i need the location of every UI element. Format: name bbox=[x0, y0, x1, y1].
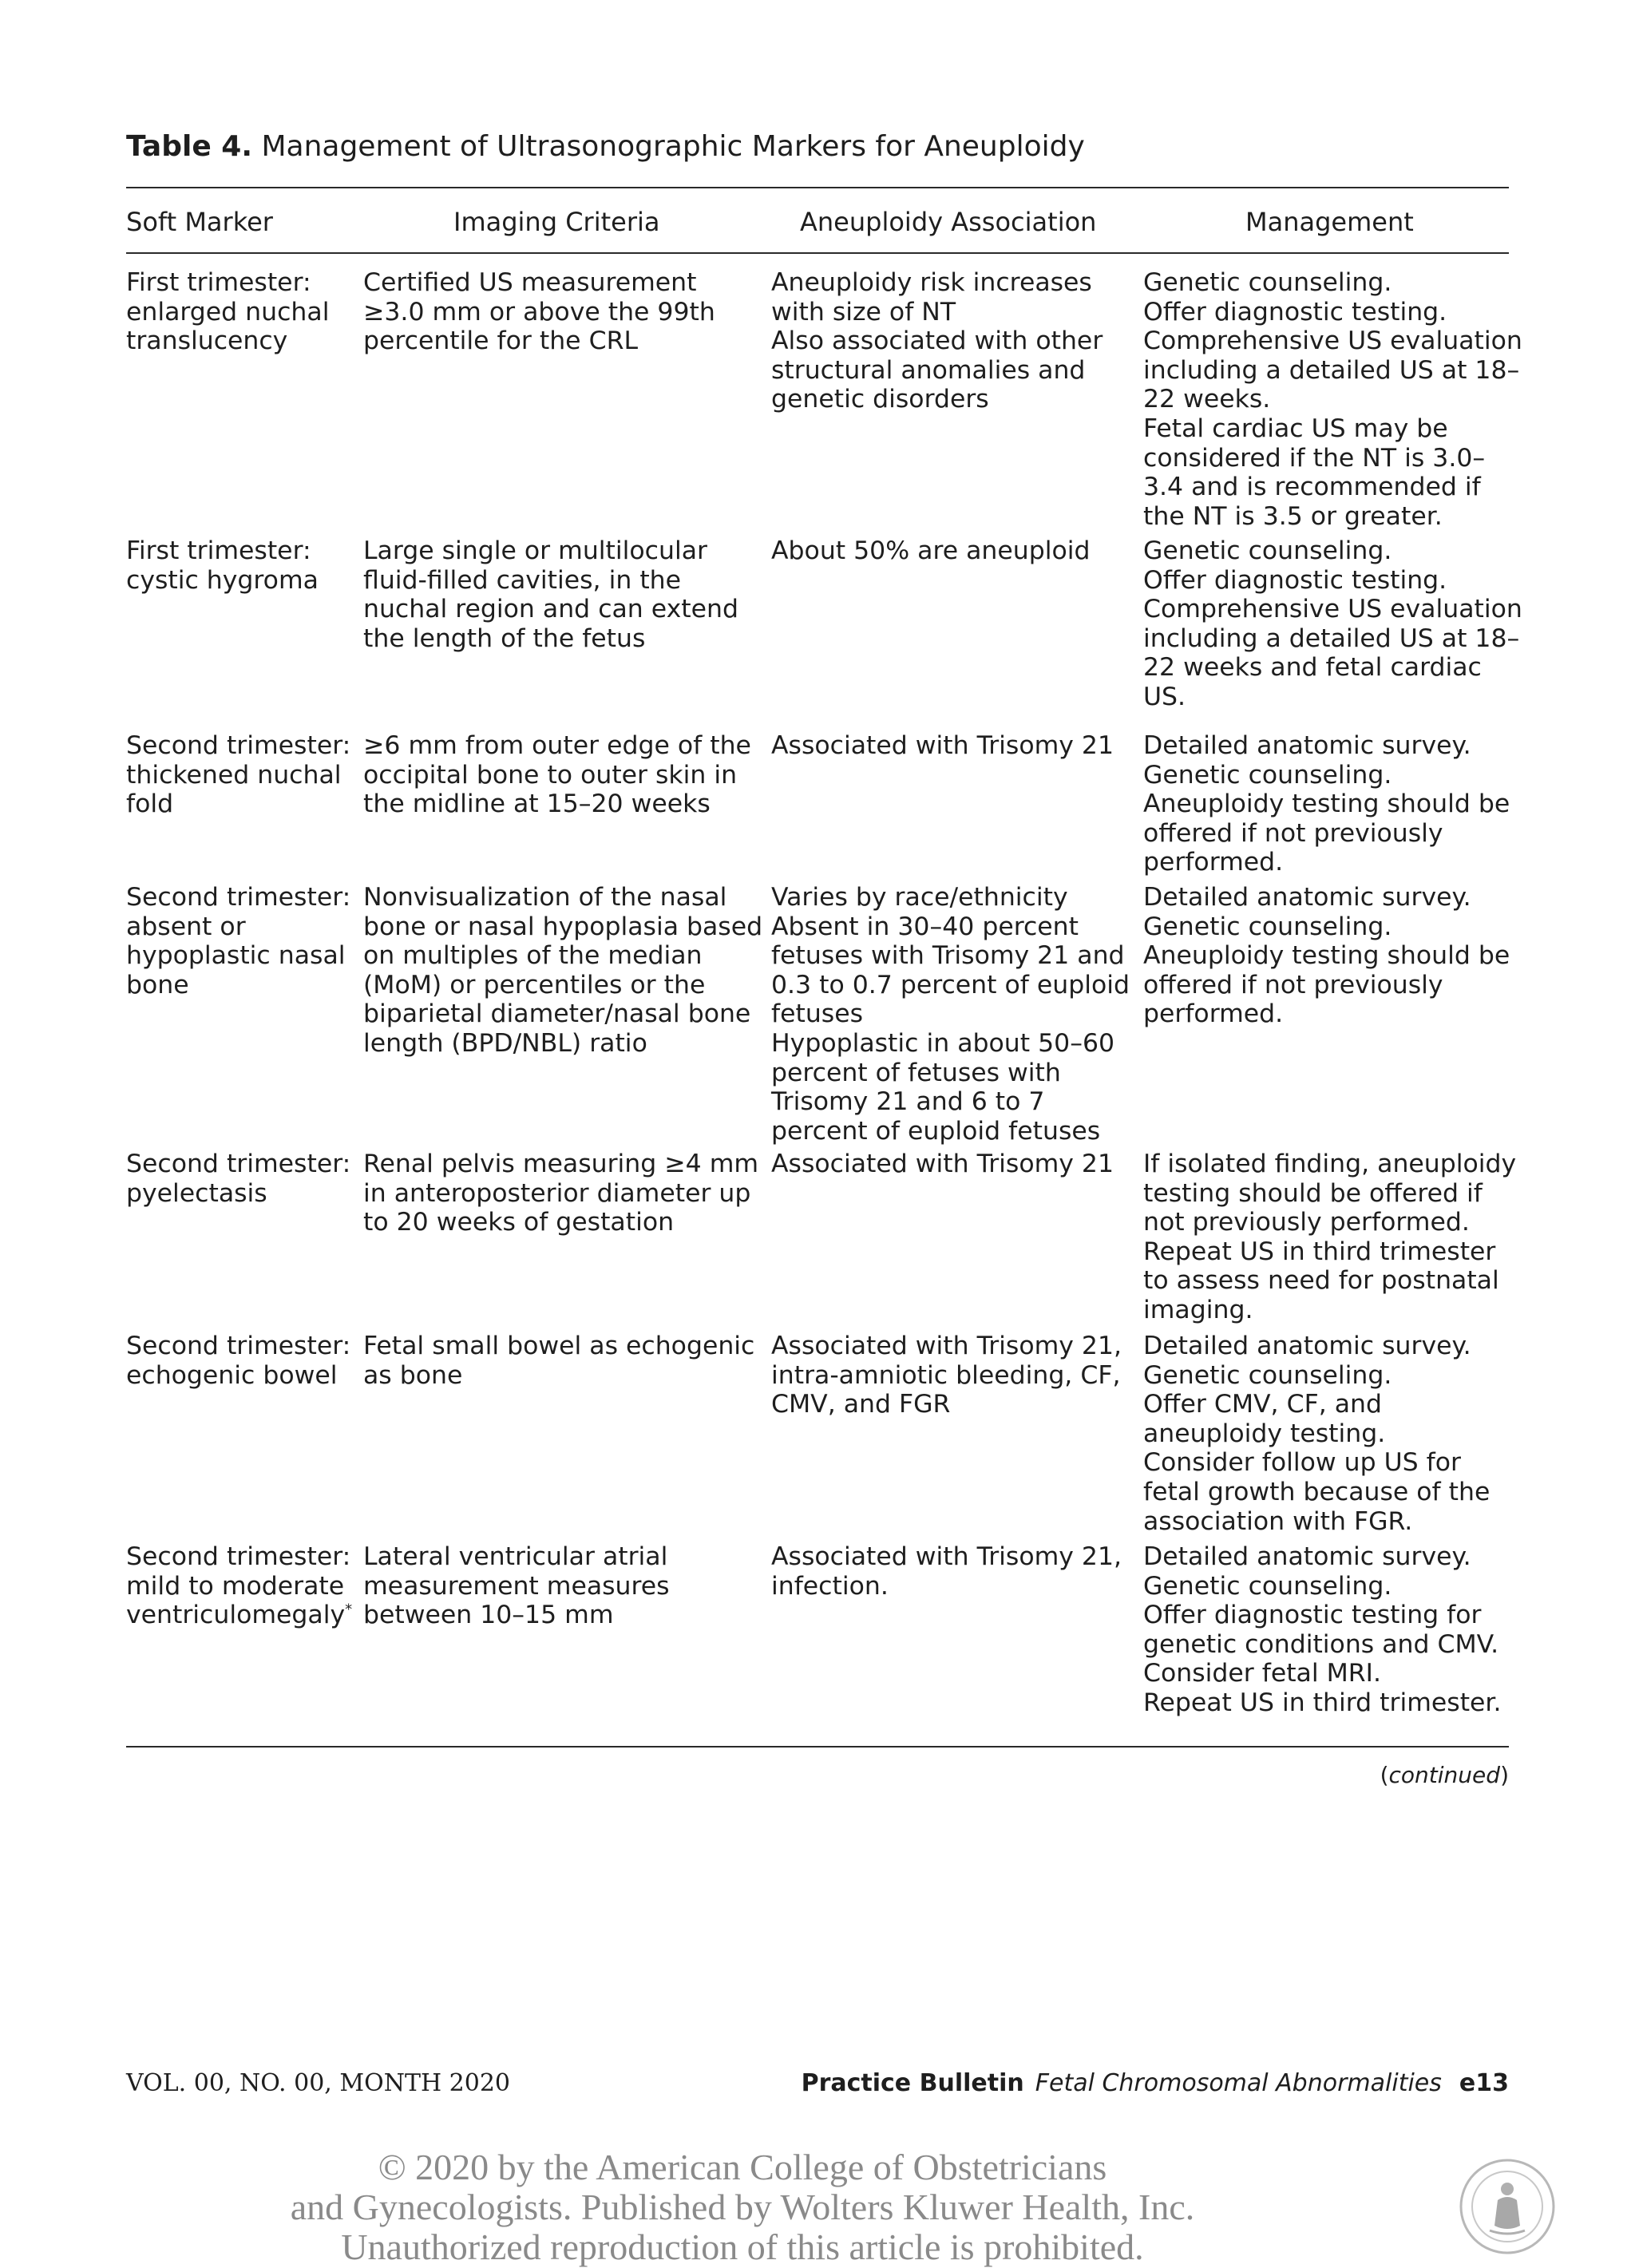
soft-marker-cell bbox=[126, 1542, 352, 1630]
cell-line: First trimester: bbox=[126, 536, 311, 565]
cell-line: Offer diagnostic testing. bbox=[1143, 297, 1447, 327]
cell-line: Genetic counseling. bbox=[1143, 760, 1392, 790]
cell-line: Detailed anatomic survey. bbox=[1143, 1542, 1471, 1571]
imaging-criteria-cell bbox=[363, 268, 715, 356]
soft-marker-cell bbox=[126, 1150, 350, 1208]
soft-marker-cell bbox=[126, 883, 350, 999]
cell-line: performed. bbox=[1143, 848, 1284, 877]
cell-line: Offer diagnostic testing. bbox=[1143, 565, 1447, 595]
cell-line: Hypoplastic in about 50–60 bbox=[771, 1028, 1115, 1058]
cell-line: cystic hygroma bbox=[126, 565, 319, 595]
cell-line: nuchal region and can extend bbox=[363, 595, 738, 624]
cell-line: testing should be offered if bbox=[1143, 1178, 1483, 1208]
cell-line: Renal pelvis measuring ≥4 mm bbox=[363, 1150, 759, 1178]
cell-line: as bone bbox=[363, 1360, 463, 1390]
cell-line: Fetal small bowel as echogenic bbox=[363, 1332, 755, 1360]
cell-line: Aneuploidy testing should be bbox=[1143, 790, 1510, 819]
table-header-rule bbox=[126, 252, 1509, 254]
management-cell bbox=[1143, 1150, 1516, 1325]
cell-line: biparietal diameter/nasal bone bbox=[363, 999, 751, 1029]
imaging-criteria-cell bbox=[363, 883, 762, 1059]
imaging-criteria-cell bbox=[363, 1332, 754, 1390]
cell-line: Detailed anatomic survey. bbox=[1143, 883, 1471, 912]
cell-line: translucency bbox=[126, 327, 288, 356]
cell-line: Genetic counseling. bbox=[1143, 1571, 1392, 1601]
footer-volume: VOL. 00, NO. 00, MONTH 2020 bbox=[126, 2069, 510, 2097]
cell-line: Nonvisualization of the nasal bbox=[363, 883, 727, 912]
management-cell bbox=[1143, 268, 1522, 531]
cell-line: fetuses with Trisomy 21 and bbox=[771, 941, 1125, 971]
header-aneuploidy-association: Aneuploidy Association bbox=[800, 207, 1097, 237]
cell-line: considered if the NT is 3.0– bbox=[1143, 443, 1486, 473]
soft-marker-cell bbox=[126, 1332, 350, 1390]
cell-line: Associated with Trisomy 21 bbox=[771, 1150, 1114, 1178]
imaging-criteria-cell bbox=[363, 1150, 758, 1237]
cell-line: between 10–15 mm bbox=[363, 1601, 614, 1630]
aneuploidy-association-cell bbox=[771, 1542, 1122, 1601]
cell-line: with size of NT bbox=[771, 297, 956, 327]
cell-line: to assess need for postnatal bbox=[1143, 1266, 1499, 1296]
cell-line: enlarged nuchal bbox=[126, 297, 330, 327]
cell-line: (MoM) or percentiles or the bbox=[363, 970, 706, 999]
footer-article-title: Fetal Chromosomal Abnormalities bbox=[1035, 2069, 1442, 2097]
cell-line: offered if not previously bbox=[1143, 970, 1443, 999]
cell-line: Fetal cardiac US may be bbox=[1143, 414, 1448, 443]
cell-line: Lateral ventricular atrial bbox=[363, 1542, 668, 1571]
cell-line: absent or bbox=[126, 912, 246, 941]
soft-marker-cell bbox=[126, 731, 350, 819]
footnote-marker: * bbox=[345, 1601, 353, 1618]
cell-line: fetal growth because of the bbox=[1143, 1477, 1491, 1506]
cell-line: Genetic counseling. bbox=[1143, 268, 1392, 297]
cell-line: Associated with Trisomy 21 bbox=[771, 731, 1114, 760]
cell-line: fluid-filled cavities, in the bbox=[363, 565, 682, 595]
cell-line: Detailed anatomic survey. bbox=[1143, 1332, 1471, 1360]
aneuploidy-association-cell bbox=[771, 731, 1114, 761]
management-cell bbox=[1143, 536, 1522, 712]
cell-line: to 20 weeks of gestation bbox=[363, 1208, 675, 1237]
cell-line: occipital bone to outer skin in bbox=[363, 760, 738, 790]
cell-line: Offer CMV, CF, and bbox=[1143, 1390, 1382, 1419]
cell-line: Genetic counseling. bbox=[1143, 536, 1392, 565]
management-cell bbox=[1143, 1332, 1490, 1536]
continued-text: continued bbox=[1388, 1762, 1501, 1788]
cell-line: Second trimester: bbox=[126, 1542, 351, 1571]
imaging-criteria-cell bbox=[363, 731, 751, 819]
cell-line: Associated with Trisomy 21, bbox=[771, 1542, 1122, 1571]
copyright-line: and Gynecologists. Published by Wolters Kluwer Health, Inc. bbox=[290, 2187, 1195, 2227]
cell-line: About 50% are aneuploid bbox=[771, 536, 1091, 565]
cell-line: Absent in 30–40 percent bbox=[771, 912, 1079, 941]
table-title bbox=[126, 128, 1085, 166]
cell-line: infection. bbox=[771, 1571, 889, 1601]
cell-line: Repeat US in third trimester. bbox=[1143, 1688, 1502, 1717]
cell-line: Genetic counseling. bbox=[1143, 1360, 1392, 1390]
cell-line: not previously performed. bbox=[1143, 1208, 1470, 1237]
cell-line: including a detailed US at 18– bbox=[1143, 355, 1520, 385]
cell-line: Consider fetal MRI. bbox=[1143, 1659, 1381, 1688]
management-cell bbox=[1143, 883, 1510, 1029]
cell-line: CMV, and FGR bbox=[771, 1390, 951, 1419]
cell-line-text: ventriculomegaly bbox=[126, 1601, 346, 1630]
cell-line: the NT is 3.5 or greater. bbox=[1143, 501, 1443, 531]
continued-note: (continued) bbox=[1380, 1762, 1509, 1788]
cell-line: association with FGR. bbox=[1143, 1506, 1413, 1536]
cell-line: Large single or multilocular bbox=[363, 536, 707, 565]
cell-line: Second trimester: bbox=[126, 883, 351, 912]
cell-line: bone bbox=[126, 970, 189, 999]
cell-line: the length of the fetus bbox=[363, 623, 646, 653]
cell-line: pyelectasis bbox=[126, 1178, 267, 1208]
cell-line: thickened nuchal bbox=[126, 760, 342, 790]
soft-marker-cell bbox=[126, 268, 329, 356]
cell-line: If isolated finding, aneuploidy bbox=[1143, 1150, 1517, 1178]
cell-line: genetic conditions and CMV. bbox=[1143, 1629, 1499, 1659]
footer-page-number: e13 bbox=[1459, 2069, 1509, 2097]
cell-line: Aneuploidy testing should be bbox=[1143, 941, 1510, 971]
cell-line: imaging. bbox=[1143, 1295, 1253, 1324]
table-header bbox=[0, 204, 1635, 243]
cell-line: genetic disorders bbox=[771, 385, 989, 414]
cell-line: the midline at 15–20 weeks bbox=[363, 790, 711, 819]
imaging-criteria-cell bbox=[363, 536, 738, 653]
cell-line: US. bbox=[1143, 682, 1186, 711]
cell-line: Comprehensive US evaluation bbox=[1143, 327, 1522, 356]
copyright-line: © 2020 by the American College of Obstetricians bbox=[378, 2147, 1107, 2187]
imaging-criteria-cell bbox=[363, 1542, 670, 1630]
cell-line: measurement measures bbox=[363, 1571, 670, 1601]
cell-line: Second trimester: bbox=[126, 731, 351, 760]
header-management: Management bbox=[1245, 207, 1414, 237]
cell-line: Genetic counseling. bbox=[1143, 912, 1392, 941]
table-bottom-rule bbox=[126, 1746, 1509, 1748]
aneuploidy-association-cell bbox=[771, 1332, 1122, 1419]
cell-line: on multiples of the median bbox=[363, 941, 703, 971]
aneuploidy-association-cell bbox=[771, 883, 1130, 1146]
cell-line: Associated with Trisomy 21, bbox=[771, 1332, 1122, 1360]
management-cell bbox=[1143, 731, 1510, 877]
cell-line: aneuploidy testing. bbox=[1143, 1419, 1386, 1448]
cell-line: structural anomalies and bbox=[771, 355, 1086, 385]
header-imaging-criteria: Imaging Criteria bbox=[453, 207, 660, 237]
cell-line: percentile for the CRL bbox=[363, 327, 639, 356]
copyright-watermark bbox=[0, 2147, 1485, 2267]
cell-line: ≥6 mm from outer edge of the bbox=[363, 731, 751, 760]
cell-line: 0.3 to 0.7 percent of euploid bbox=[771, 970, 1130, 999]
cell-line: Consider follow up US for bbox=[1143, 1448, 1461, 1478]
cell-line: Aneuploidy risk increases bbox=[771, 268, 1092, 297]
cell-line: First trimester: bbox=[126, 268, 311, 297]
footer-running-head bbox=[802, 2068, 1509, 2100]
cell-line: Also associated with other bbox=[771, 327, 1103, 356]
cell-line: Offer diagnostic testing for bbox=[1143, 1601, 1482, 1630]
table-title-text: Management of Ultrasonographic Markers for Aneuploidy bbox=[261, 130, 1085, 163]
cell-line: 22 weeks. bbox=[1143, 385, 1271, 414]
cell-line bbox=[126, 1601, 352, 1630]
cell-line: performed. bbox=[1143, 999, 1284, 1029]
cell-line: bone or nasal hypoplasia based bbox=[363, 912, 763, 941]
cell-line: mild to moderate bbox=[126, 1571, 345, 1601]
cell-line: 3.4 and is recommended if bbox=[1143, 473, 1481, 502]
aneuploidy-association-cell bbox=[771, 1150, 1114, 1179]
cell-line: percent of fetuses with bbox=[771, 1058, 1061, 1087]
header-soft-marker: Soft Marker bbox=[126, 207, 273, 237]
soft-marker-cell bbox=[126, 536, 319, 595]
cell-line: Second trimester: bbox=[126, 1332, 351, 1360]
cell-line: percent of euploid fetuses bbox=[771, 1116, 1101, 1146]
cell-line: hypoplastic nasal bbox=[126, 941, 346, 971]
cell-line: including a detailed US at 18– bbox=[1143, 623, 1520, 653]
table-top-rule bbox=[126, 187, 1509, 188]
copyright-line: Unauthorized reproduction of this article is prohibited. bbox=[341, 2226, 1144, 2267]
cell-line: Trisomy 21 and 6 to 7 bbox=[771, 1087, 1045, 1117]
cell-line: 22 weeks and fetal cardiac bbox=[1143, 653, 1482, 683]
table-label: Table 4. bbox=[126, 130, 252, 163]
aneuploidy-association-cell bbox=[771, 268, 1103, 414]
management-cell bbox=[1143, 1542, 1502, 1718]
cell-line: Second trimester: bbox=[126, 1150, 351, 1178]
cell-line: Detailed anatomic survey. bbox=[1143, 731, 1471, 760]
cell-line: Repeat US in third trimester bbox=[1143, 1237, 1496, 1266]
cell-line: Certified US measurement bbox=[363, 268, 697, 297]
cell-line: ≥3.0 mm or above the 99th bbox=[363, 297, 715, 327]
cell-line: Varies by race/ethnicity bbox=[771, 883, 1068, 912]
cell-line: Comprehensive US evaluation bbox=[1143, 595, 1522, 624]
cell-line: intra-amniotic bleeding, CF, bbox=[771, 1360, 1121, 1390]
cell-line: length (BPD/NBL) ratio bbox=[363, 1028, 647, 1058]
cell-line: in anteroposterior diameter up bbox=[363, 1178, 751, 1208]
cell-line: fold bbox=[126, 790, 174, 819]
cell-line: echogenic bowel bbox=[126, 1360, 338, 1390]
cell-line: fetuses bbox=[771, 999, 863, 1029]
cell-line: offered if not previously bbox=[1143, 818, 1443, 848]
aneuploidy-association-cell bbox=[771, 536, 1091, 566]
footer-series: Practice Bulletin bbox=[801, 2069, 1024, 2097]
acog-seal-icon bbox=[1458, 2157, 1557, 2256]
